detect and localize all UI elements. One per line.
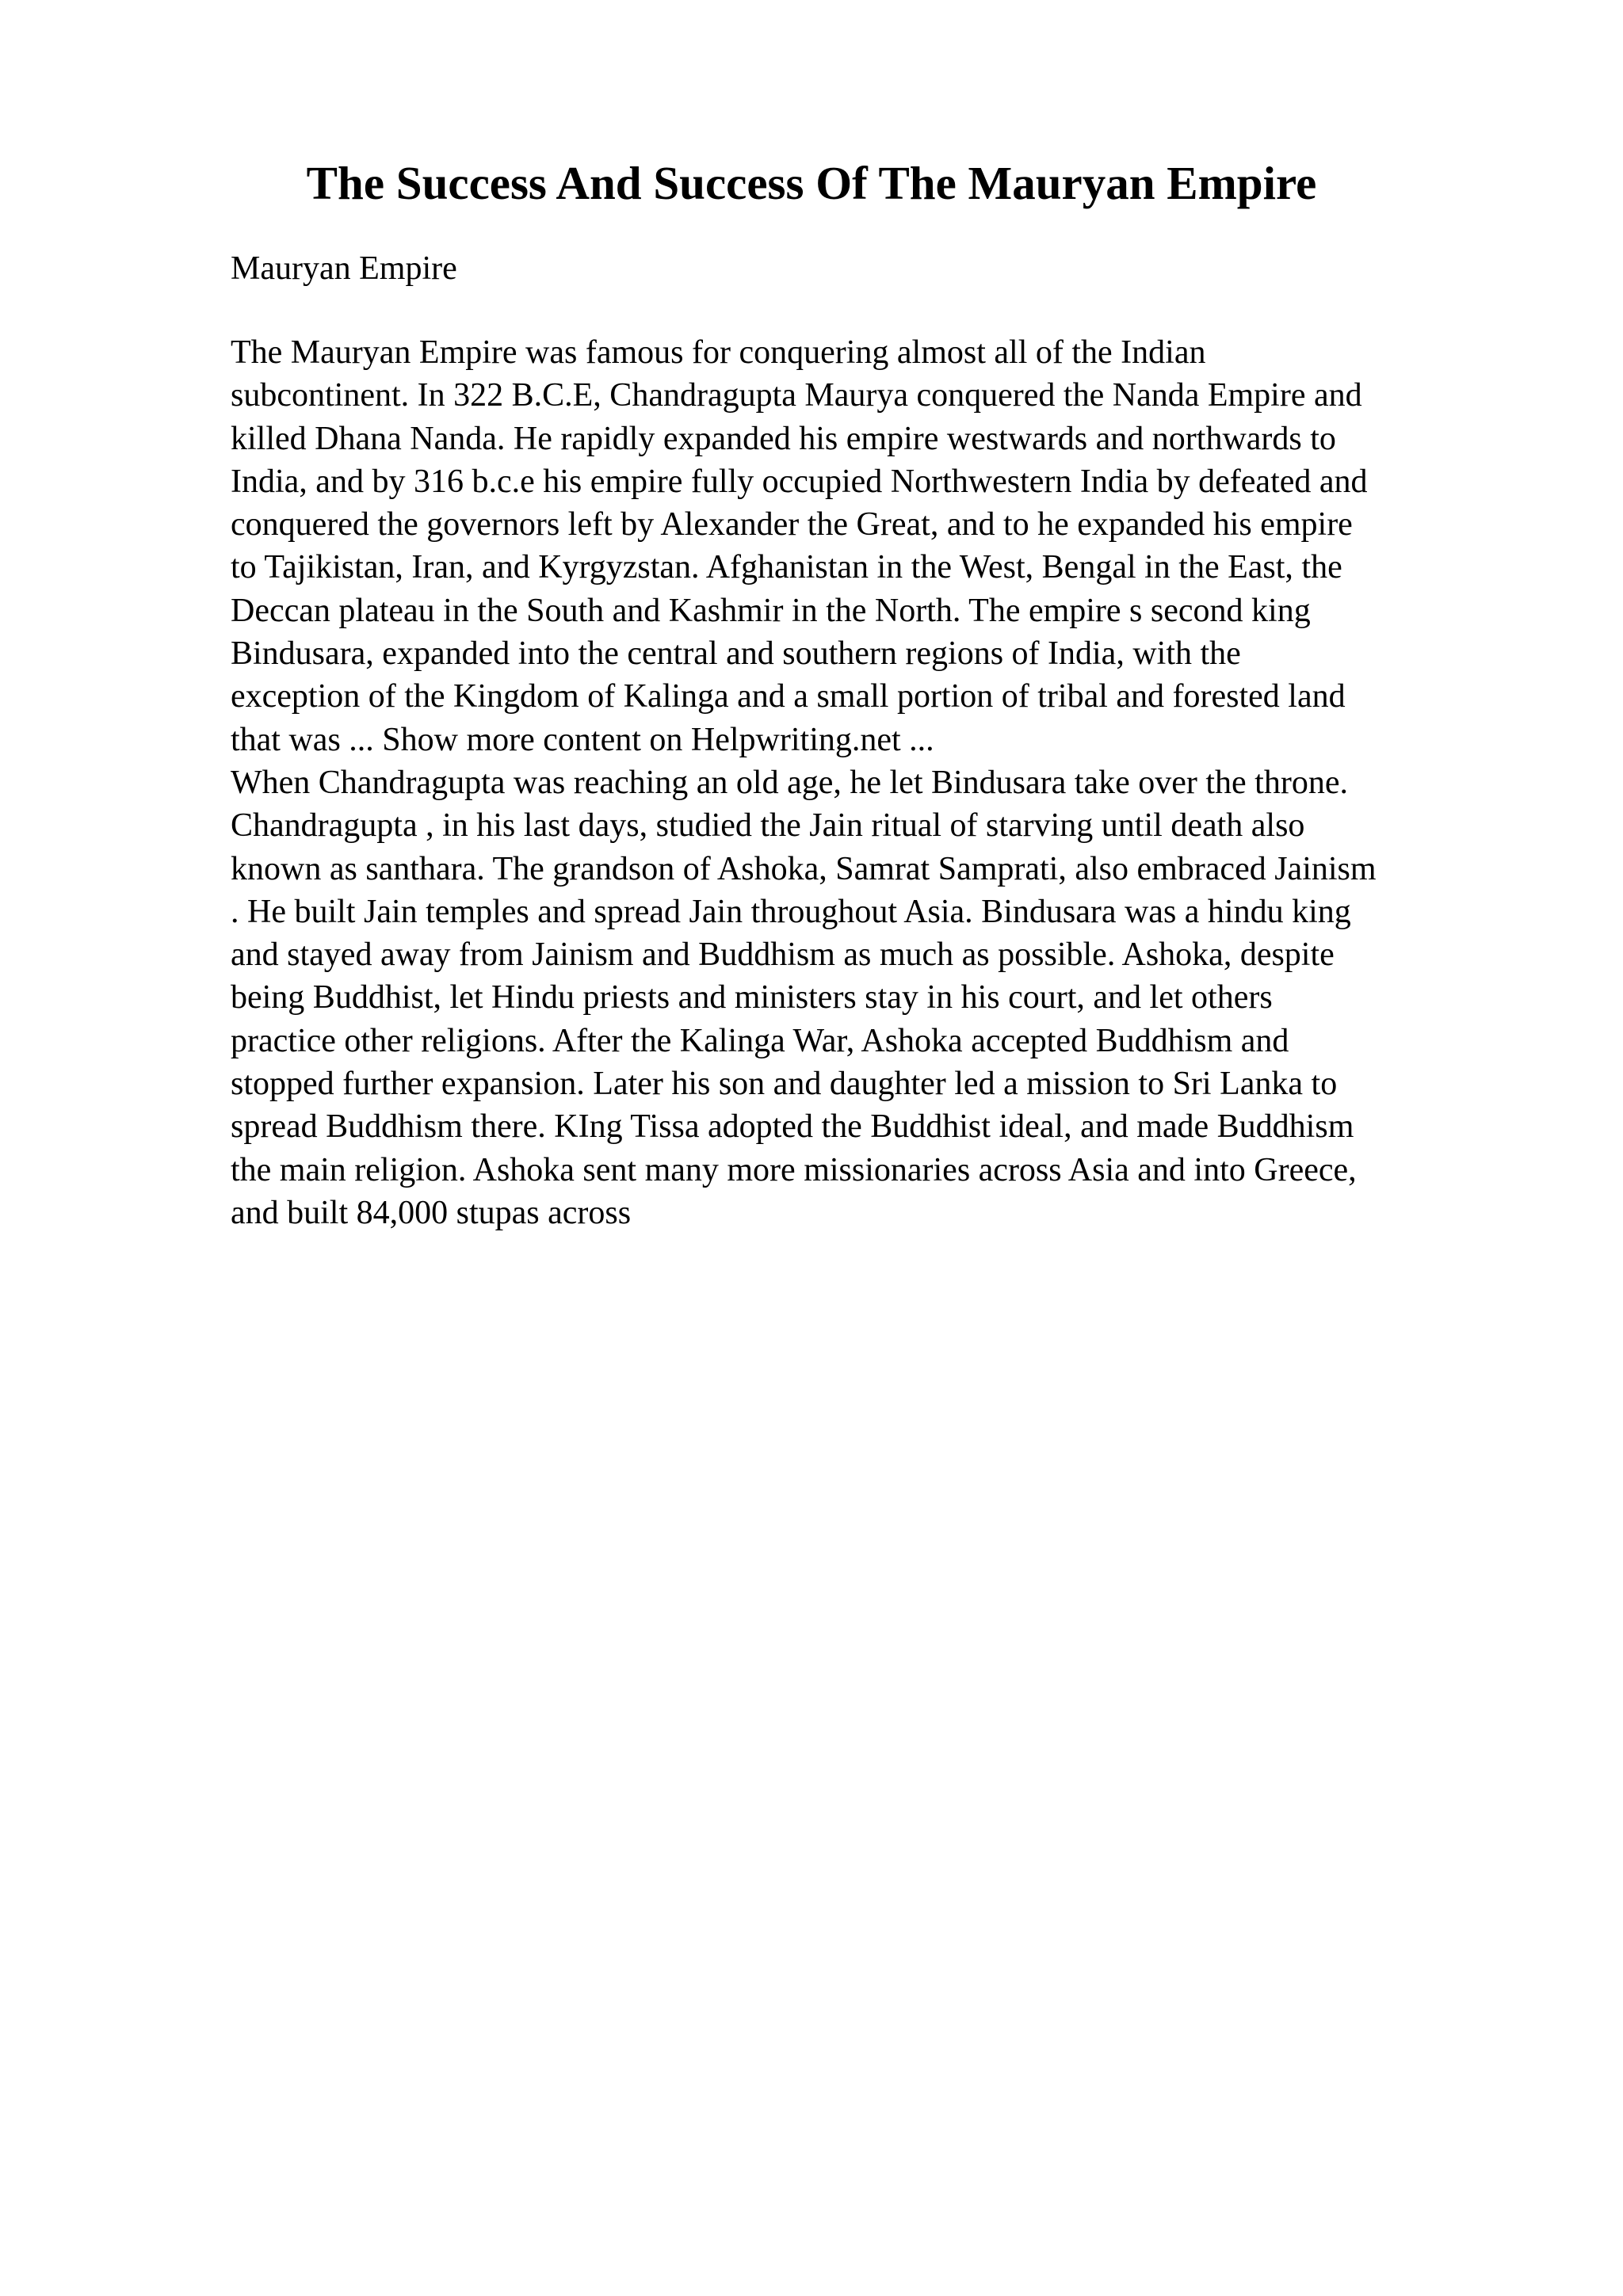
body-line: to Tajikistan, Iran, and Kyrgyzstan. Afghanistan in the West, Bengal in the East, the — [231, 549, 1342, 586]
document-body — [231, 331, 1594, 1234]
body-line: the main religion. Ashoka sent many more missionaries across Asia and into Greece, — [231, 1151, 1357, 1188]
document-subtitle: Mauryan Empire — [231, 250, 457, 287]
body-line: known as santhara. The grandson of Ashoka, Samrat Samprati, also embraced Jainism — [231, 850, 1377, 887]
body-line: stopped further expansion. Later his son and daughter led a mission to Sri Lanka to — [231, 1066, 1338, 1103]
body-line: Bindusara, expanded into the central and southern regions of India, with the — [231, 635, 1241, 673]
body-line: and built 84,000 stupas across — [231, 1194, 632, 1231]
body-line: Chandragupta , in his last days, studied the Jain ritual of starving until death also — [231, 807, 1305, 845]
body-line: When Chandragupta was reaching an old age, he let Bindusara take over the throne. — [231, 764, 1348, 801]
body-line: conquered the governors left by Alexander the Great, and to he expanded his empire — [231, 506, 1353, 543]
body-line: exception of the Kingdom of Kalinga and a small portion of tribal and forested land — [231, 678, 1346, 715]
body-line: subcontinent. In 322 B.C.E, Chandragupta Maurya conquered the Nanda Empire and — [231, 377, 1362, 414]
body-line: killed Dhana Nanda. He rapidly expanded his empire westwards and northwards to — [231, 420, 1336, 457]
body-line: being Buddhist, let Hindu priests and ministers stay in his court, and let others — [231, 979, 1273, 1016]
body-line: spread Buddhism there. KIng Tissa adopted the Buddhist ideal, and made Buddhism — [231, 1108, 1354, 1146]
body-line: practice other religions. After the Kalinga War, Ashoka accepted Buddhism and — [231, 1022, 1289, 1059]
body-line: India, and by 316 b.c.e his empire fully occupied Northwestern India by defeated and — [231, 463, 1368, 500]
body-line: and stayed away from Jainism and Buddhism as much as possible. Ashoka, despite — [231, 936, 1335, 974]
body-line: The Mauryan Empire was famous for conquering almost all of the Indian — [231, 334, 1206, 371]
body-line: . He built Jain temples and spread Jain throughout Asia. Bindusara was a hindu king — [231, 893, 1351, 930]
show-more-line[interactable]: that was ... Show more content on Helpwriting.net ... — [231, 721, 934, 758]
document-title: The Success And Success Of The Mauryan Empire — [306, 157, 1317, 209]
body-line: Deccan plateau in the South and Kashmir in the North. The empire s second king — [231, 592, 1311, 629]
